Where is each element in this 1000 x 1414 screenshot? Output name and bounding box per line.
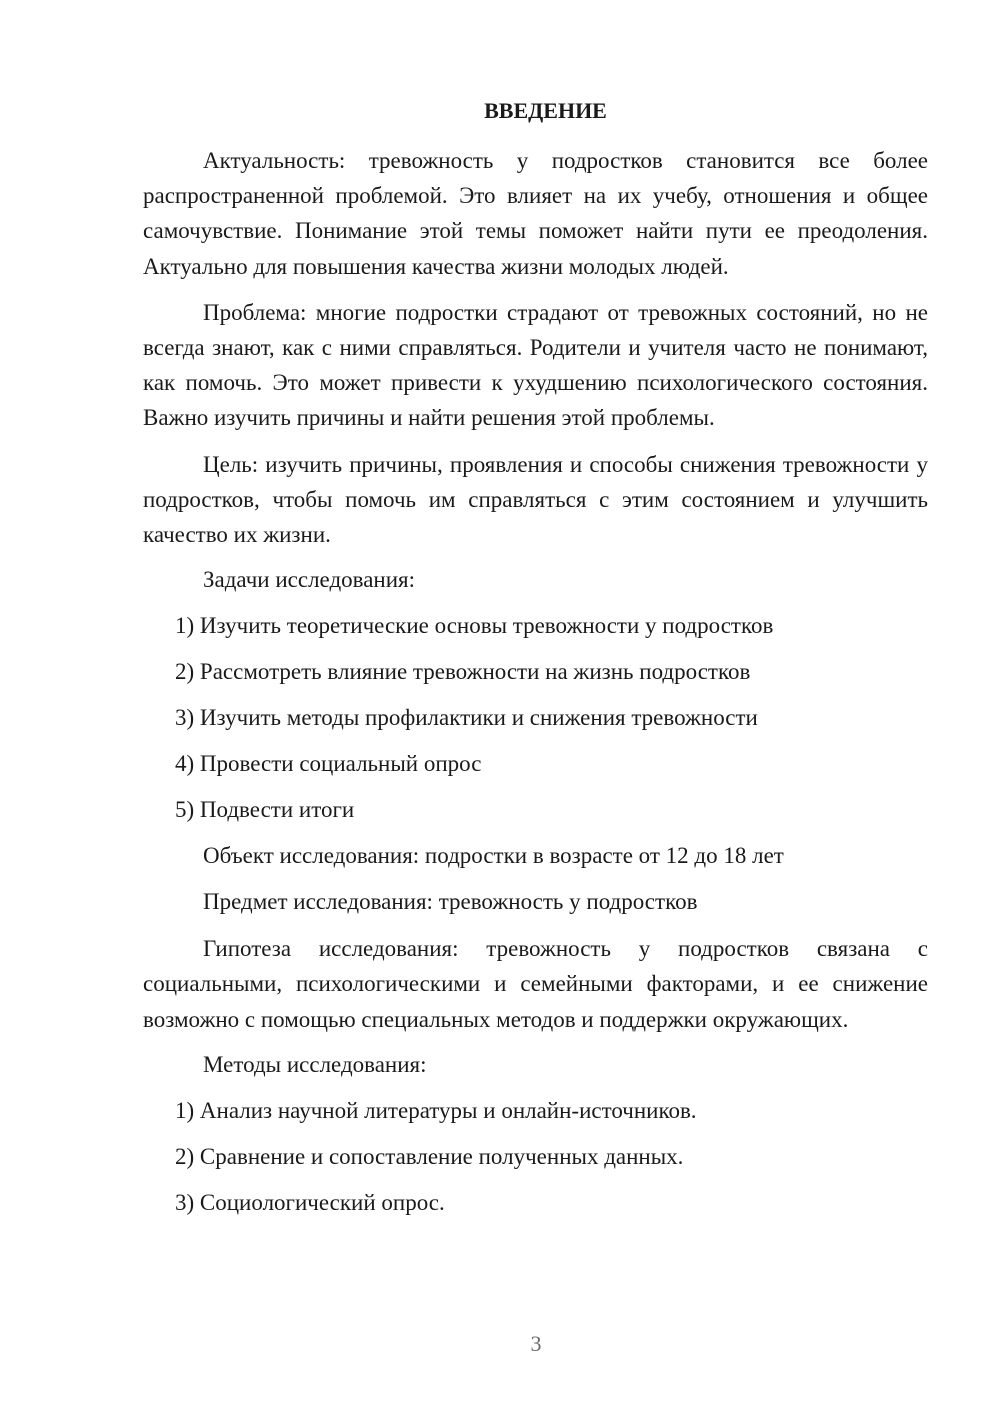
task-item-1: 1) Изучить теоретические основы тревожности у подростков (175, 613, 774, 639)
page-number: 3 (530, 1331, 542, 1356)
task-item-5: 5) Подвести итоги (175, 797, 355, 823)
task-item-3: 3) Изучить методы профилактики и снижения тревожности (175, 705, 758, 731)
tasks-heading: Задачи исследования: (203, 567, 416, 593)
task-item-2: 2) Рассмотреть влияние тревожности на жизнь подростков (175, 659, 751, 685)
hypothesis-paragraph: Гипотеза исследования: тревожность у подростков связана с социальными, психологическими и семейными факторами, и ее снижение возможно с помощью специальных методов и поддержки окружающих. (143, 936, 928, 1032)
methods-heading: Методы исследования: (203, 1051, 427, 1077)
method-item-3: 3) Социологический опрос. (175, 1189, 445, 1215)
section-title: ВВЕДЕНИЕ (484, 98, 607, 123)
research-subject: Предмет исследования: тревожность у подростков (203, 889, 698, 915)
document-page (143, 96, 928, 1232)
task-item-4: 4) Провести социальный опрос (175, 751, 482, 777)
problem-paragraph: Проблема: многие подростки страдают от тревожных состояний, но не всегда знают, как с ними справляться. Родители и учителя часто не понимают, как помочь. Это может привести к ухудшению психологического состояния. Важно изучить причины и найти решения этой проблемы. (143, 299, 928, 431)
research-object: Объект исследования: подростки в возрасте от 12 до 18 лет (203, 843, 784, 869)
goal-paragraph: Цель: изучить причины, проявления и способы снижения тревожности у подростков, чтобы помочь им справляться с этим состоянием и улучшить качество их жизни. (143, 451, 928, 548)
method-item-1: 1) Анализ научной литературы и онлайн-источников. (175, 1097, 697, 1123)
method-item-2: 2) Сравнение и сопоставление полученных данных. (175, 1143, 684, 1169)
relevance-paragraph: Актуальность: тревожность у подростков становится все более распространенной проблемой. Это влияет на их учебу, отношения и общее самочувствие. Понимание этой темы поможет найти пути ее преодоления. Актуально для повышения качества жизни молодых людей. (143, 148, 928, 279)
